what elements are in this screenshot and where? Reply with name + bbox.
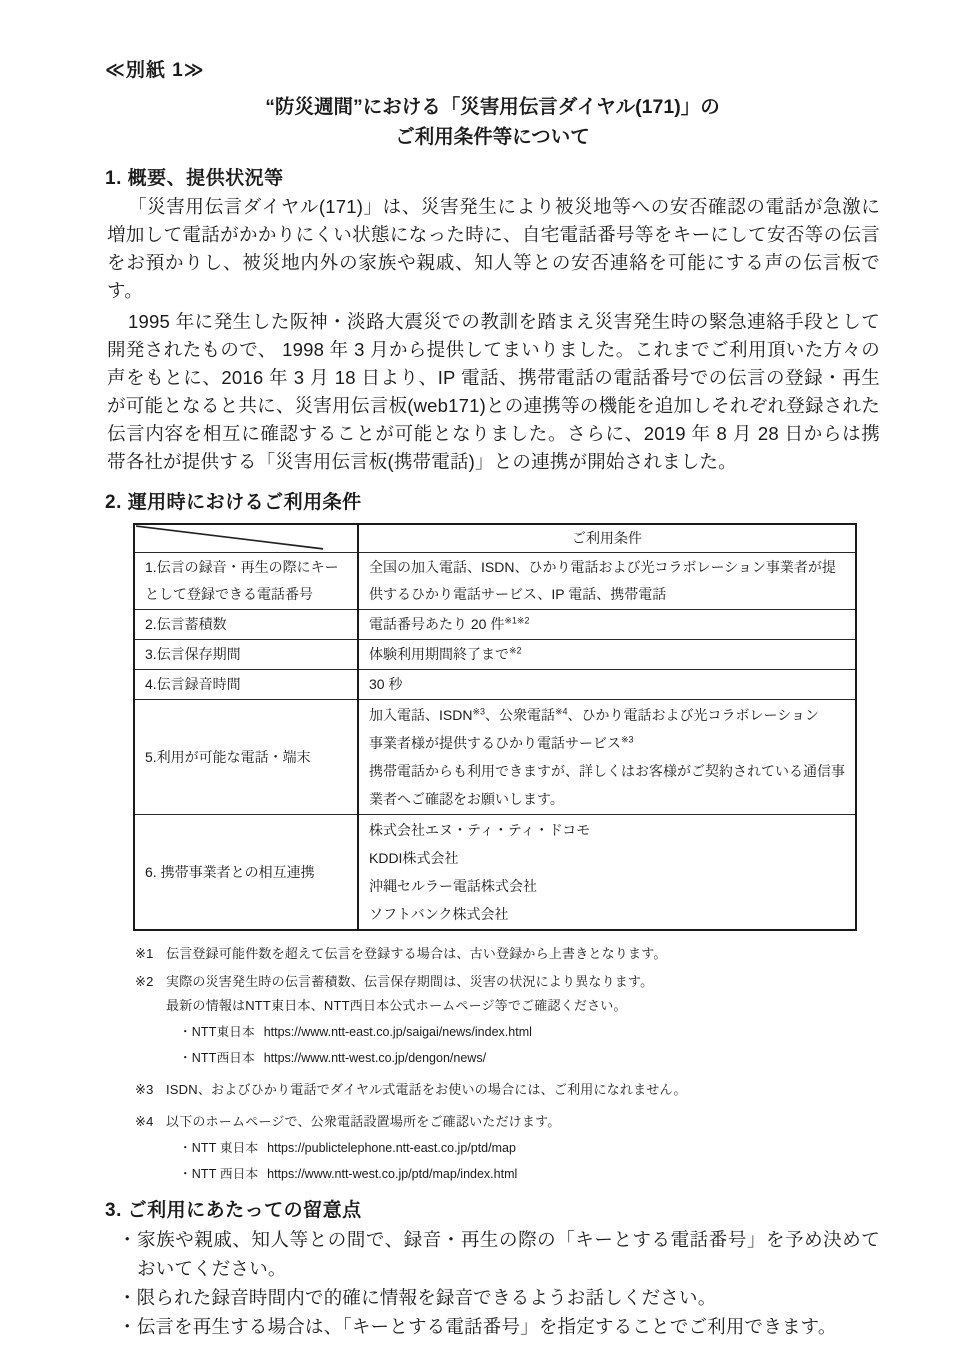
table-row-phone-numbers xyxy=(134,553,856,610)
section-3-heading: 3. ご利用にあたっての留意点 xyxy=(105,1200,362,1221)
table-row-message-capacity xyxy=(134,610,856,640)
footnote-text: ISDN、およびひかり電話でダイヤル式電話をお使いの場合には、ご利用になれません。 xyxy=(166,1082,687,1097)
footnote-mark: ※1 xyxy=(135,946,154,961)
link-label: ・NTT西日本 xyxy=(179,1051,255,1065)
footnote-mark: ※4 xyxy=(135,1114,154,1129)
notice-bullet: ・家族や親戚、知人等との間で、録音・再生の際の「キーとする電話番号」を予め決めておいてください。 xyxy=(118,1229,880,1279)
footnote-3 xyxy=(135,1080,880,1100)
row-value: 全国の加入電話、ISDN、ひかり電話および光コラボレーション事業者が提供するひかり電話サービス、IP 電話、携帯電話 xyxy=(358,553,856,610)
row-value: 体験利用期間終了まで$^{※2}$ xyxy=(358,640,856,670)
row-label: 4.伝言録音時間 xyxy=(134,670,358,700)
section-1-paragraph-1: 「災害用伝言ダイヤル(171)」は、災害発生により被災地等への安否確認の電話が急激に増加して電話がかかりにくい状態になった時に、自宅電話番号等をキーにして安否等の伝言をお預かりし、被災地内外の家族や親戚、知人等との安否連絡を可能にする声の伝言板です。 xyxy=(107,196,880,301)
footnote-1 xyxy=(135,944,880,964)
link-url: https://www.ntt-west.co.jp/ptd/map/index.html xyxy=(267,1167,518,1181)
row-label: 2.伝言蓄積数 xyxy=(134,610,358,640)
table-row-carrier-interconnection xyxy=(134,815,856,931)
notice-bullets xyxy=(105,1225,880,1341)
footnote-mark: ※2 xyxy=(135,974,154,989)
link-url: https://www.ntt-east.co.jp/saigai/news/index.html xyxy=(263,1025,532,1039)
carrier-name: ソフトバンク株式会社 xyxy=(369,906,509,922)
table-row-recording-time xyxy=(134,670,856,700)
usable-devices-line-3: 携帯電話からも利用できますが、詳しくはお客様がご契約されている通信事業者へご確認をお願いします。 xyxy=(369,763,845,807)
document-title-line-2: ご利用条件等について xyxy=(395,126,590,148)
carrier-name: KDDI株式会社 xyxy=(369,850,459,866)
row-value: 30 秒 xyxy=(358,670,856,700)
diagonal-line xyxy=(135,525,357,552)
footnote-ref: ※1※2 xyxy=(504,615,530,626)
table-row-retention-period xyxy=(134,640,856,670)
row-label: 3.伝言保存期間 xyxy=(134,640,358,670)
usable-devices-line-1: 加入電話、ISDN$^{※3}$、公衆電話$^{※4}$、ひかり電話および光コラボレーション xyxy=(369,706,819,723)
link-url: https://publictelephone.ntt-east.co.jp/ptd/map xyxy=(267,1141,516,1155)
footnote-2 xyxy=(135,972,880,1068)
footnote-text: 実際の災害発生時の伝言蓄積数、伝言保存期間は、災害の状況により異なります。 xyxy=(166,974,654,989)
section-1-heading: 1. 概要、提供状況等 xyxy=(105,168,284,189)
notice-bullet: ・限られた録音時間内で的確に情報を録音できるようお話しください。 xyxy=(118,1287,717,1308)
carrier-name: 株式会社エヌ・ティ・ティ・ドコモ xyxy=(369,822,591,838)
footnote-ref: ※4 xyxy=(555,706,568,717)
row-value xyxy=(358,700,856,815)
section-1-paragraph-2: 1995 年に発生した阪神・淡路大震災での教訓を踏まえ災害発生時の緊急連絡手段として開発されたもので、 1998 年 3 月から提供してまいりました。これまでご利用頂いた方々の声をもとに、2016 年 3 月 18 日より、IP 電話、携帯電話の電話番号での伝言の登録・再生が可能となると共に、災害用伝言板(web171)との連携等の機能を追加しそれぞれ登録された伝言内容を相互に確認することが可能となりました。さらに、2019 年 8 月 28 日からは携帯各社が提供する「災害用伝言板(携帯電話)」との連携が開始されました。 xyxy=(107,311,880,472)
table-row-usable-devices xyxy=(134,700,856,815)
footnote-link-ntt-east xyxy=(179,1022,880,1042)
footnote-link-ntt-east xyxy=(179,1138,880,1158)
link-label: ・NTT 西日本 xyxy=(179,1167,259,1181)
link-label: ・NTT 東日本 xyxy=(179,1141,259,1155)
usage-conditions-table xyxy=(133,523,857,931)
attachment-tag: ≪別紙 1≫ xyxy=(105,60,205,81)
footnote-text: 伝言登録可能件数を超えて伝言を登録する場合は、古い登録から上書きとなります。 xyxy=(166,946,667,961)
footnote-text: 以下のホームページで、公衆電話設置場所をご確認いただけます。 xyxy=(166,1114,561,1129)
row-label: 1.伝言の録音・再生の際にキーとして登録できる電話番号 xyxy=(134,553,358,610)
footnote-4 xyxy=(135,1112,880,1184)
footnote-ref: ※2 xyxy=(509,645,522,656)
footnote-ref: ※3 xyxy=(472,706,485,717)
footnote-ref: ※3 xyxy=(621,734,634,745)
table-header-row xyxy=(134,524,856,553)
row-value: 電話番号あたり 20 件$^{※1※2}$ xyxy=(358,610,856,640)
footnote-link-ntt-west xyxy=(179,1164,880,1184)
row-value xyxy=(358,815,856,931)
table-header-conditions: ご利用条件 xyxy=(358,524,856,553)
document-title-line-1: “防災週間”における「災害用伝言ダイヤル(171)」の xyxy=(265,96,720,118)
row-label: 5.利用が可能な電話・端末 xyxy=(134,700,358,815)
document-title xyxy=(105,92,880,152)
notice-bullet: ・伝言を再生する場合は、「キーとする電話番号」を指定することでご利用できます。 xyxy=(118,1316,837,1337)
usable-devices-line-2: 事業者様が提供するひかり電話サービス$^{※3}$ xyxy=(369,734,634,751)
section-2-heading: 2. 運用時におけるご利用条件 xyxy=(105,492,362,513)
footnote-subtext: 最新の情報はNTT東日本、NTT西日本公式ホームページ等でご確認ください。 xyxy=(166,998,627,1013)
link-label: ・NTT東日本 xyxy=(179,1025,255,1039)
link-url: https://www.ntt-west.co.jp/dengon/news/ xyxy=(263,1051,487,1065)
footnote-link-ntt-west xyxy=(179,1048,880,1068)
table-corner-diagonal-cell xyxy=(134,524,358,553)
row-label: 6. 携帯事業者との相互連携 xyxy=(134,815,358,931)
carrier-name: 沖縄セルラー電話株式会社 xyxy=(369,878,537,894)
footnotes-block xyxy=(135,944,880,1184)
footnote-mark: ※3 xyxy=(135,1082,154,1097)
